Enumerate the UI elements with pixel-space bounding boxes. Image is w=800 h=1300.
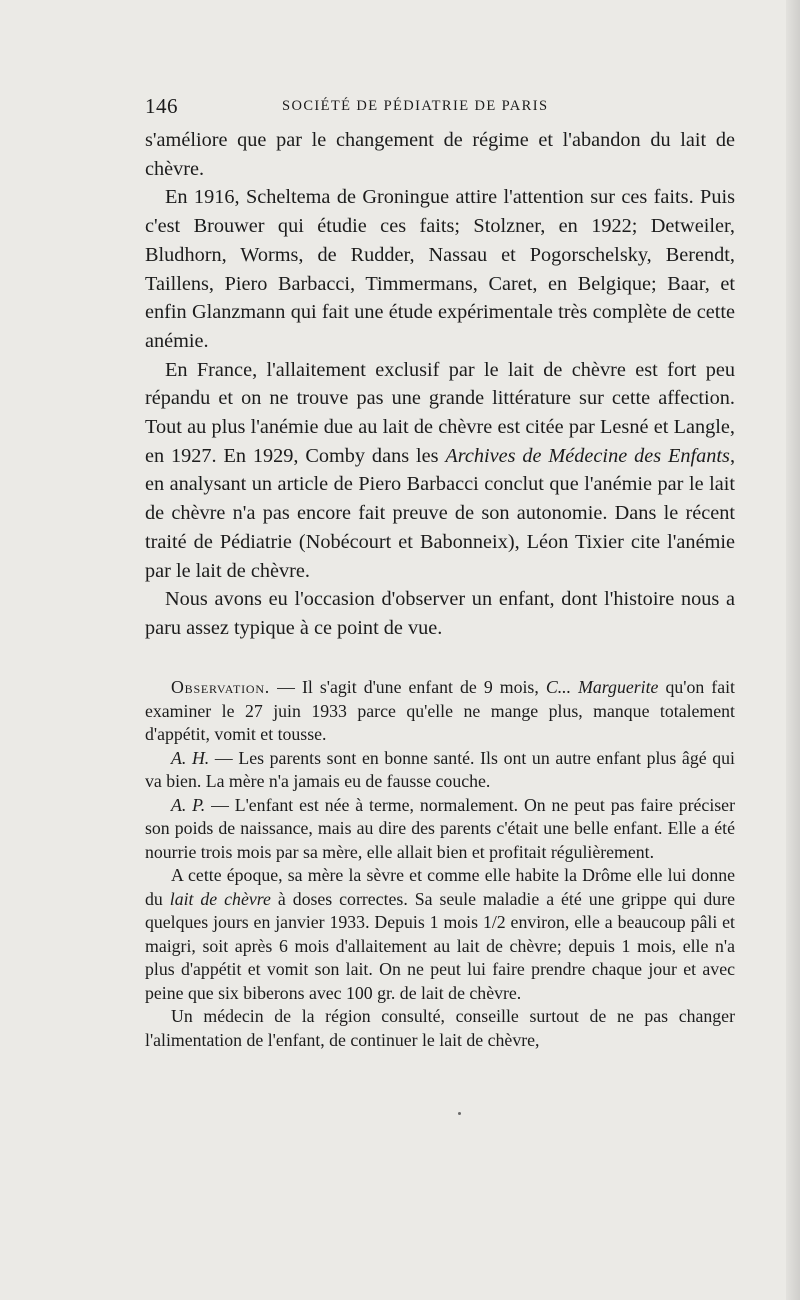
paragraph-france-text-before: En France, l'allaitement exclusif par le lait de chèvre est fort peu répandu et on ne trouve pas une grande littérature sur cette affection. Tout au plus l'anémie due au lait de chèvre est citée par Lesné et Langle, en 1927. En 1929, Comby dans les — [145, 358, 735, 467]
weaning-text-before: A cette époque, sa mère la sèvre et comme elle habite la Drôme elle lui donne du — [145, 865, 735, 909]
patient-name: C... Marguerite — [545, 677, 659, 697]
main-text — [145, 126, 735, 643]
observation-intro — [145, 676, 735, 747]
family-history-text: — Les parents sont en bonne santé. Ils ont un autre enfant plus âgé qui va bien. La mère n'a jamais eu de fausse couche. — [145, 747, 735, 791]
personal-history-text: — L'enfant est née à terme, normalement. On ne peut pas faire préciser son poids de naissance, mais au dire des parents c'était une belle enfant. Elle a été nourrie trois mois par sa mère, elle allait bien et profitait régulièrement. — [145, 794, 735, 862]
journal-reference: Archives de Médecine des Enfants — [445, 444, 730, 467]
journal-title: SOCIÉTÉ DE PÉDIATRIE DE PARIS — [282, 98, 549, 114]
personal-history-label: A. P. — [171, 794, 206, 815]
paragraph-france-text-after: , en analysant un article de Piero Barbacci conclut que l'anémie par le lait de chèvre n'a pas encore fait preuve de son autonomie. Dans le récent traité de Pédiatrie (Nobécourt et Babonneix), Léon Tixier cite l'anémie par le lait de chèvre. — [145, 444, 736, 582]
observation-label: Observation. — [171, 677, 271, 697]
weaning-history — [145, 864, 735, 1005]
paragraph-france-literature — [145, 356, 735, 586]
paragraph-continuation: s'améliore que par le changement de régime et l'abandon du lait de chèvre. — [145, 129, 735, 180]
observation-intro-text: qu'on fait examiner le 27 juin 1933 parce qu'elle ne mange plus, manque totalement d'appétit, vomit et tousse. — [145, 677, 735, 744]
page-edge-shadow — [786, 0, 800, 1300]
running-header — [145, 94, 735, 124]
weaning-text-after: à doses correctes. Sa seule maladie a été une grippe qui dure quelques jours en janvier 1933. Depuis 1 mois 1/2 environ, elle a beaucoup pâli et maigri, soit après 6 mois d'allaitement au lait de chèvre; depuis 1 mois, elle n'a plus d'appétit et vomit son lait. On ne peut lui faire prendre chaque jour et avec peine que six biberons avec 100 gr. de lait de chèvre. — [145, 888, 736, 1003]
goat-milk-emphasis: lait de chèvre — [169, 888, 271, 909]
observation-section — [145, 676, 735, 1052]
family-history-label: A. H. — [171, 747, 210, 768]
personal-history — [145, 794, 735, 865]
family-history — [145, 747, 735, 794]
consultation-paragraph: Un médecin de la région consulté, conseille surtout de ne pas changer l'alimentation de l'enfant, de continuer le lait de chèvre, — [145, 1006, 735, 1050]
page-number: 146 — [145, 94, 178, 118]
paragraph-literature-history: En 1916, Scheltema de Groningue attire l'attention sur ces faits. Puis c'est Brouwer qui étudie ces faits; Stolzner, en 1922; Detweiler, Bludhorn, Worms, de Rudder, Nassau et Pogorschelsky, Berendt, Taillens, Piero Barbacci, Timmermans, Caret, en Belgique; Baar, et enfin Glanzmann qui fait une étude expérimentale très complète de cette anémie. — [145, 186, 735, 352]
paragraph-case-intro: Nous avons eu l'occasion d'observer un enfant, dont l'histoire nous a paru assez typique à ce point de vue. — [145, 588, 735, 639]
print-speck — [458, 1112, 461, 1115]
observation-dash-text: — Il s'agit d'une enfant de 9 mois, — [270, 677, 546, 697]
